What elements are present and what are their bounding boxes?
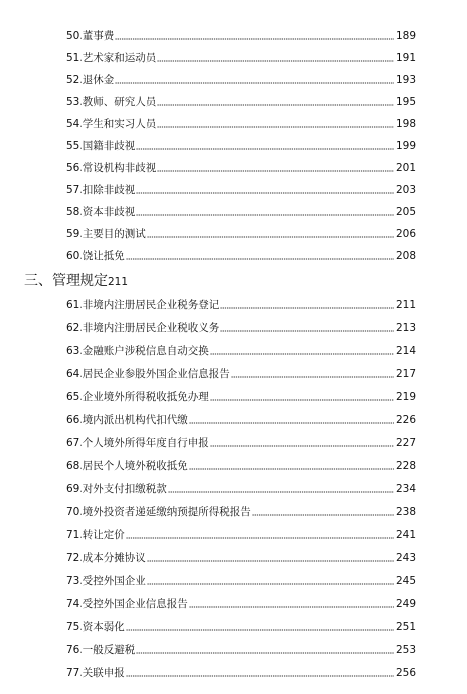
entry-number: 60. <box>66 250 83 262</box>
entry-number: 67. <box>66 437 83 449</box>
toc-entry[interactable] <box>66 478 416 496</box>
entry-page-number: 205 <box>395 206 416 218</box>
entry-number: 76. <box>66 644 83 656</box>
entry-page-number: 201 <box>395 162 416 174</box>
toc-entry[interactable] <box>66 593 416 611</box>
entry-title: 受控外国企业 <box>82 575 146 587</box>
entry-page-number: 234 <box>395 483 416 495</box>
toc-entry[interactable] <box>66 386 416 404</box>
entry-title: 个人境外所得年度自行申报 <box>82 437 209 449</box>
entry-page-number: 214 <box>395 345 416 357</box>
entry-page-number: 245 <box>395 575 416 587</box>
entry-number: 55. <box>66 140 83 152</box>
entry-title: 境内派出机构代扣代缴 <box>82 414 188 426</box>
entry-number: 74. <box>66 598 83 610</box>
dot-leader <box>189 606 394 608</box>
entry-page-number: 193 <box>395 74 416 86</box>
entry-page-number: 198 <box>395 118 416 130</box>
entry-title: 成本分摊协议 <box>82 552 146 564</box>
dot-leader <box>189 468 394 470</box>
entry-page-number: 206 <box>395 228 416 240</box>
entry-page-number: 251 <box>395 621 416 633</box>
toc-entry[interactable] <box>66 47 416 65</box>
toc-entry[interactable] <box>66 409 416 427</box>
entry-title: 转让定价 <box>82 529 125 541</box>
dot-leader <box>252 514 394 516</box>
dot-leader <box>136 192 394 194</box>
entry-title: 主要目的测试 <box>82 228 146 240</box>
dot-leader <box>157 170 394 172</box>
toc-entry[interactable] <box>66 662 416 680</box>
entry-number: 56. <box>66 162 83 174</box>
dot-leader <box>220 330 394 332</box>
toc-entry[interactable] <box>66 639 416 657</box>
toc-entry[interactable] <box>66 113 416 131</box>
entry-number: 73. <box>66 575 83 587</box>
entry-page-number: 228 <box>395 460 416 472</box>
dot-leader <box>136 652 394 654</box>
entry-number: 68. <box>66 460 83 472</box>
toc-entry[interactable] <box>66 294 416 312</box>
entry-number: 70. <box>66 506 83 518</box>
entry-title: 国籍非歧视 <box>82 140 136 152</box>
entry-number: 77. <box>66 667 83 679</box>
entry-title: 居民企业参股外国企业信息报告 <box>82 368 230 380</box>
entry-title: 居民个人境外税收抵免 <box>82 460 188 472</box>
entry-number: 63. <box>66 345 83 357</box>
entry-page-number: 249 <box>395 598 416 610</box>
dot-leader <box>115 82 394 84</box>
entry-number: 50. <box>66 30 83 42</box>
entry-title: 非境内注册居民企业税务登记 <box>82 299 220 311</box>
entry-page-number: 241 <box>395 529 416 541</box>
entry-title: 受控外国企业信息报告 <box>82 598 188 610</box>
dot-leader <box>220 307 394 309</box>
dot-leader <box>136 148 394 150</box>
entry-page-number: 243 <box>395 552 416 564</box>
dot-leader <box>157 60 394 62</box>
dot-leader <box>189 422 394 424</box>
entry-number: 75. <box>66 621 83 633</box>
dot-leader <box>126 675 394 677</box>
entry-title: 资本弱化 <box>82 621 125 633</box>
toc-entry[interactable] <box>66 201 416 219</box>
entry-title: 常设机构非歧视 <box>82 162 157 174</box>
dot-leader <box>210 399 394 401</box>
entry-number: 61. <box>66 299 83 311</box>
toc-entry[interactable] <box>66 25 416 43</box>
dot-leader <box>157 104 394 106</box>
toc-entry[interactable] <box>66 616 416 634</box>
section-heading[interactable] <box>24 268 416 290</box>
entry-title: 关联申报 <box>82 667 125 679</box>
entry-number: 51. <box>66 52 83 64</box>
dot-leader <box>126 629 394 631</box>
toc-entry[interactable] <box>66 135 416 153</box>
dot-leader <box>157 126 394 128</box>
entry-title: 资本非歧视 <box>82 206 136 218</box>
entry-title: 境外投资者递延缴纳预提所得税报告 <box>82 506 251 518</box>
entry-number: 59. <box>66 228 83 240</box>
toc-entry[interactable] <box>66 245 416 263</box>
entry-page-number: 256 <box>395 667 416 679</box>
entry-page-number: 189 <box>395 30 416 42</box>
toc-entry[interactable] <box>66 455 416 473</box>
toc-entry[interactable] <box>66 432 416 450</box>
entry-title: 学生和实习人员 <box>82 118 157 130</box>
toc-entry[interactable] <box>66 363 416 381</box>
dot-leader <box>147 236 394 238</box>
dot-leader <box>147 560 394 562</box>
entry-title: 教师、研究人员 <box>82 96 157 108</box>
entry-title: 扣除非歧视 <box>82 184 136 196</box>
toc-entry[interactable] <box>66 570 416 588</box>
entry-number: 72. <box>66 552 83 564</box>
entry-title: 企业境外所得税收抵免办理 <box>82 391 209 403</box>
entry-page-number: 217 <box>395 368 416 380</box>
entry-page-number: 199 <box>395 140 416 152</box>
entry-title: 对外支付扣缴税款 <box>82 483 167 495</box>
entry-title: 饶让抵免 <box>82 250 125 262</box>
toc-entry[interactable] <box>66 317 416 335</box>
dot-leader <box>168 491 394 493</box>
entry-page-number: 213 <box>395 322 416 334</box>
entry-title: 非境内注册居民企业税收义务 <box>82 322 220 334</box>
entry-title: 退休金 <box>82 74 115 86</box>
entry-page-number: 195 <box>395 96 416 108</box>
toc-entry[interactable] <box>66 340 416 358</box>
entry-number: 65. <box>66 391 83 403</box>
toc-entry[interactable] <box>66 547 416 565</box>
entry-number: 54. <box>66 118 83 130</box>
toc-entry[interactable] <box>66 157 416 175</box>
entry-page-number: 208 <box>395 250 416 262</box>
entry-number: 62. <box>66 322 83 334</box>
entry-number: 58. <box>66 206 83 218</box>
entry-page-number: 226 <box>395 414 416 426</box>
entry-title: 一般反避税 <box>82 644 136 656</box>
entry-number: 66. <box>66 414 83 426</box>
dot-leader <box>210 445 394 447</box>
entry-title: 金融账户涉税信息自动交换 <box>82 345 209 357</box>
entry-number: 52. <box>66 74 83 86</box>
entry-number: 53. <box>66 96 83 108</box>
toc-entry[interactable] <box>66 223 416 241</box>
section-page-number: 211 <box>108 276 129 288</box>
entry-page-number: 219 <box>395 391 416 403</box>
entry-page-number: 253 <box>395 644 416 656</box>
toc-entry[interactable] <box>66 501 416 519</box>
entry-title: 董事费 <box>82 30 115 42</box>
entry-page-number: 191 <box>395 52 416 64</box>
entry-title: 艺术家和运动员 <box>82 52 157 64</box>
entry-page-number: 227 <box>395 437 416 449</box>
dot-leader <box>147 583 394 585</box>
dot-leader <box>115 38 394 40</box>
dot-leader <box>210 353 394 355</box>
dot-leader <box>126 258 394 260</box>
entry-page-number: 203 <box>395 184 416 196</box>
entry-number: 64. <box>66 368 83 380</box>
dot-leader <box>126 537 394 539</box>
section-title: 三、管理规定 <box>24 273 108 289</box>
dot-leader <box>136 214 394 216</box>
toc-entry[interactable] <box>66 179 416 197</box>
entry-page-number: 211 <box>395 299 416 311</box>
toc-entry[interactable] <box>66 91 416 109</box>
toc-entry[interactable] <box>66 69 416 87</box>
toc-entry[interactable] <box>66 524 416 542</box>
entry-number: 57. <box>66 184 83 196</box>
entry-page-number: 238 <box>395 506 416 518</box>
entry-number: 69. <box>66 483 83 495</box>
entry-number: 71. <box>66 529 83 541</box>
dot-leader <box>231 376 394 378</box>
